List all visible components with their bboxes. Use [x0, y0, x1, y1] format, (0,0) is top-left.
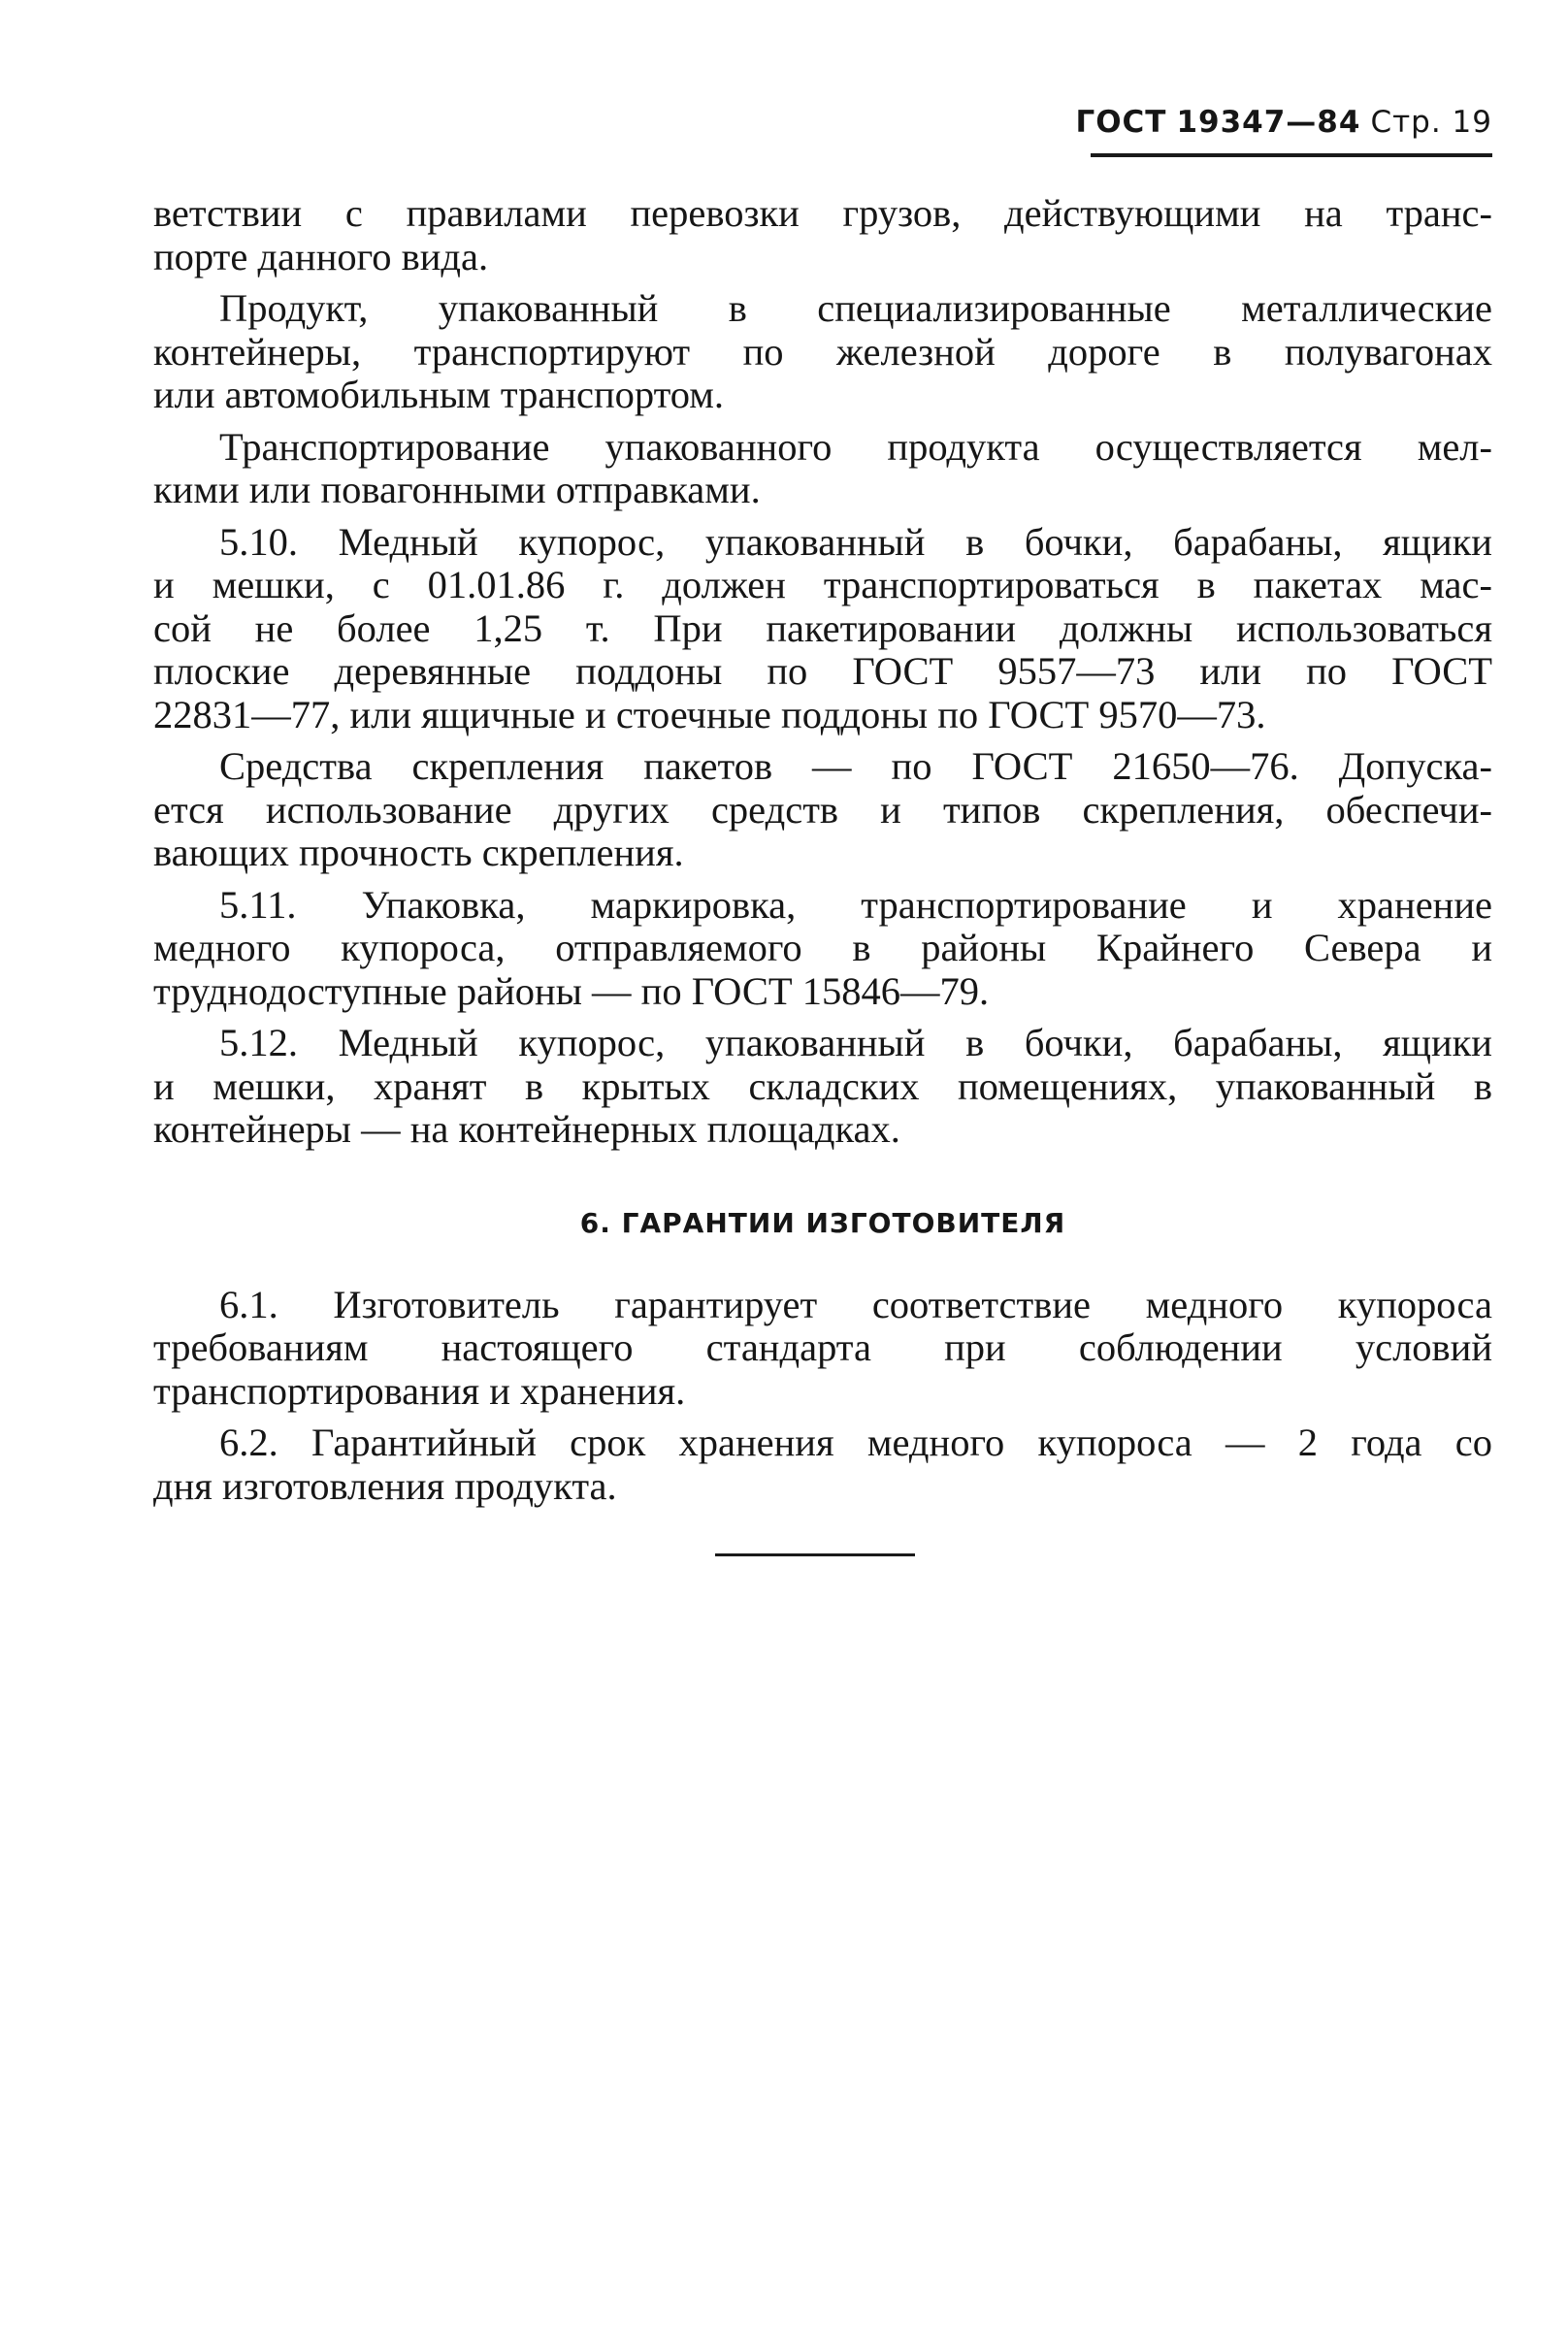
text-line: 22831—77, или ящичные и стоечные поддоны по ГОСТ 9570—73.	[153, 692, 1266, 736]
body-text	[153, 192, 1492, 1508]
header-standard-number: 19347—84	[1176, 105, 1361, 140]
text-line: контейнеры — на контейнерных площадках.	[153, 1107, 900, 1151]
text-line: ветствии с правилами перевозки грузов, действующими на транс-	[153, 191, 1492, 235]
clause-5-10	[153, 521, 1492, 737]
clause-6-1	[153, 1284, 1492, 1414]
text-line: сой не более 1,25 т. При пакетировании должны использоваться	[153, 605, 1492, 650]
text-line: или автомобильным транспортом.	[153, 373, 725, 416]
text-line: медного купороса, отправляемого в районы Крайнего Севера и	[153, 926, 1492, 969]
text-line: транспортирования и хранения.	[153, 1368, 686, 1413]
text-line: 5.12. Медный купорос, упакованный в бочки, барабаны, ящики	[219, 1021, 1492, 1064]
text-line: требованиям настоящего стандарта при соблюдении условий	[153, 1325, 1492, 1369]
text-line: Транспортирование упакованного продукта осуществляется мел-	[219, 424, 1492, 469]
text-line: 6.1. Изготовитель гарантирует соответствие медного купороса	[219, 1282, 1492, 1326]
text-line: 5.10. Медный купорос, упакованный в бочки, барабаны, ящики	[219, 519, 1492, 564]
end-of-text-rule	[715, 1553, 915, 1556]
clause-5-12	[153, 1022, 1492, 1152]
text-line: 6.2. Гарантийный срок хранения медного купороса — 2 года со	[219, 1421, 1492, 1464]
text-line: Продукт, упакованный в специализированные металлические	[219, 286, 1492, 330]
text-line: 5.11. Упаковка, маркировка, транспортирование и хранение	[219, 882, 1492, 927]
section-heading: 6. ГАРАНТИИ ИЗГОТОВИТЕЛЯ	[579, 1206, 1066, 1239]
text-line: плоские деревянные поддоны по ГОСТ 9557—73 или по ГОСТ	[153, 649, 1492, 693]
text-line: порте данного вида.	[153, 234, 489, 278]
text-line: вающих прочность скрепления.	[153, 831, 684, 874]
clause-5-11	[153, 884, 1492, 1014]
paragraph	[153, 287, 1492, 417]
running-header	[1065, 105, 1492, 140]
text-line: дня изготовления продукта.	[153, 1463, 617, 1508]
text-line: и мешки, с 01.01.86 г. должен транспортироваться в пакетах мас-	[153, 563, 1492, 606]
header-standard: ГОСТ	[1075, 105, 1167, 140]
text-line: контейнеры, транспортируют по железной дороге в полувагонах	[153, 329, 1492, 374]
text-line: труднодоступные районы — по ГОСТ 15846—79.	[153, 968, 990, 1013]
text-line: ется использование других средств и типов скрепления, обеспечи-	[153, 787, 1492, 832]
text-line: и мешки, хранят в крытых складских помещениях, упакованный в	[153, 1063, 1492, 1108]
paragraph	[153, 745, 1492, 875]
paragraph	[153, 426, 1492, 512]
header-rule	[1091, 153, 1492, 157]
clause-6-2	[153, 1421, 1492, 1508]
paragraph	[153, 192, 1492, 278]
header-page-number: Стр. 19	[1370, 105, 1492, 140]
text-line: кими или повагонными отправками.	[153, 468, 761, 511]
text-line: Средства скрепления пакетов — по ГОСТ 21650—76. Допуска-	[219, 744, 1492, 788]
